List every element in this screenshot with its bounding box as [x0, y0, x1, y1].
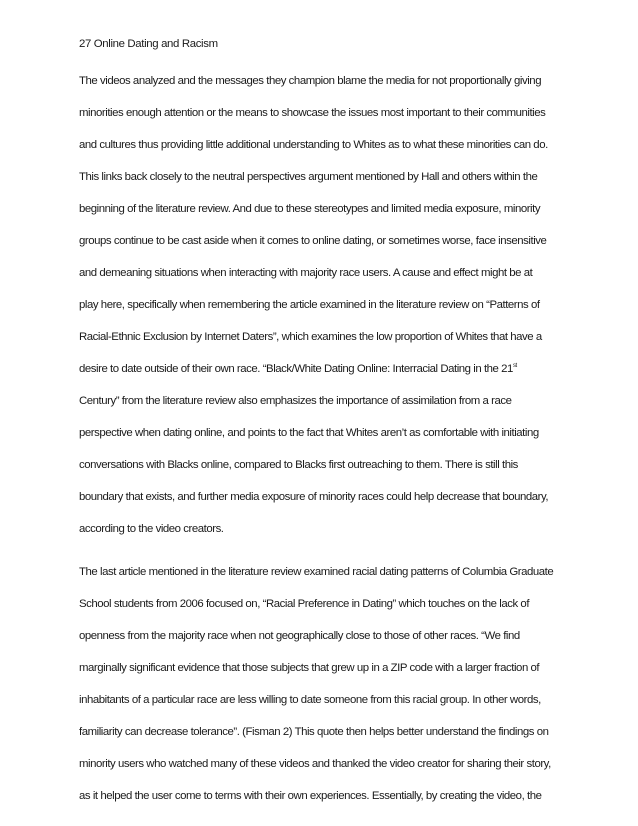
ordinal-superscript: st [512, 363, 517, 370]
running-header: 27 Online Dating and Racism [79, 38, 218, 50]
body-line: marginally significant evidence that those subjects that grew up in a ZIP code with a larger fraction of [79, 662, 540, 674]
body-line: perspective when dating online, and points to the fact that Whites aren’t as comfortable with initiating [79, 427, 539, 439]
body-line: boundary that exists, and further media exposure of minority races could help decrease that boundary, [79, 491, 549, 503]
body-line: conversations with Blacks online, compared to Blacks first outreaching to them. There is still this [79, 459, 518, 471]
body-line: and cultures thus providing little additional understanding to Whites as to what these minorities can do. [79, 139, 548, 151]
body-line: as it helped the user come to terms with their own experiences. Essentially, by creating the video, the [79, 790, 542, 802]
body-line: groups continue to be cast aside when it comes to online dating, or sometimes worse, face insensitive [79, 235, 547, 247]
body-line: School students from 2006 focused on, “Racial Preference in Dating” which touches on the lack of [79, 598, 530, 610]
body-line: according to the video creators. [79, 523, 224, 535]
body-line: minorities enough attention or the means to showcase the issues most important to their communities [79, 107, 546, 119]
body-line: This links back closely to the neutral perspectives argument mentioned by Hall and others within the [79, 171, 538, 183]
body-line: and demeaning situations when interacting with majority race users. A cause and effect might be at [79, 267, 533, 279]
body-line: familiarity can decrease tolerance”. (Fisman 2) This quote then helps better understand the findings on [79, 726, 549, 738]
body-line: Century” from the literature review also emphasizes the importance of assimilation from a race [79, 395, 512, 407]
body-line: The last article mentioned in the literature review examined racial dating patterns of Columbia Graduate [79, 566, 554, 578]
body-line: play here, specifically when remembering the article examined in the literature review on “Patterns of [79, 299, 540, 311]
body-line: inhabitants of a particular race are less willing to date someone from this racial group. In other words, [79, 694, 541, 706]
body-line: Racial-Ethnic Exclusion by Internet Daters”, which examines the low proportion of Whites that have a [79, 331, 542, 343]
body-line [79, 362, 517, 376]
body-line: The videos analyzed and the messages they champion blame the media for not proportionally giving [79, 75, 542, 87]
body-line: minority users who watched many of these videos and thanked the video creator for sharing their story, [79, 758, 551, 770]
body-line: beginning of the literature review. And due to these stereotypes and limited media exposure, minority [79, 203, 541, 215]
body-line: openness from the majority race when not geographically close to those of other races. “We find [79, 630, 520, 642]
body-line-text: desire to date outside of their own race. “Black/White Dating Online: Interracial Dating in the 21 [79, 363, 513, 375]
